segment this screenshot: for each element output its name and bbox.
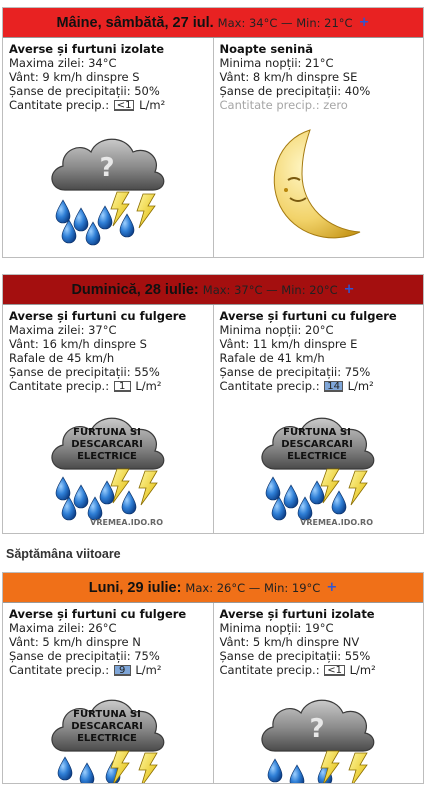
- thunderstorm-icon: [3, 401, 213, 529]
- svg-text:ELECTRICE: ELECTRICE: [76, 733, 137, 744]
- svg-text:ELECTRICE: ELECTRICE: [287, 451, 348, 462]
- day-card: [2, 274, 424, 534]
- period-temp: Maxima zilei: 37°C: [9, 323, 117, 337]
- period-chance: Șanse de precipitații: 55%: [219, 649, 371, 663]
- period-chance: Șanse de precipitații: 75%: [9, 649, 160, 663]
- period-title: Averse și furtuni cu fulgere: [9, 309, 187, 323]
- period-temp: Maxima zilei: 26°C: [9, 621, 117, 635]
- period-quantity: Cantitate precip.: zero: [219, 98, 348, 112]
- day-header[interactable]: [3, 8, 423, 38]
- quantity-box: <1: [114, 100, 135, 111]
- storm-question-icon: [3, 120, 213, 250]
- crescent-moon-icon: [214, 122, 424, 252]
- quantity-box: 14: [324, 381, 343, 392]
- period-title: Averse și furtuni izolate: [219, 607, 375, 621]
- day-minmax: Max: 26°C — Min: 19°C: [185, 580, 321, 595]
- period-chance: Șanse de precipitații: 40%: [219, 84, 371, 98]
- svg-text:DESCARCARI: DESCARCARI: [281, 439, 354, 450]
- night-period: [213, 603, 424, 783]
- quantity-box: <1: [324, 665, 345, 676]
- period-temp: Minima nopții: 21°C: [219, 56, 334, 70]
- day-minmax: Max: 34°C — Min: 21°C: [217, 15, 353, 30]
- period-temp: Maxima zilei: 34°C: [9, 56, 117, 70]
- period-quantity: Cantitate precip.: 9 L/m²: [9, 663, 162, 677]
- period-temp: Minima nopții: 20°C: [219, 323, 334, 337]
- day-title: Mâine, sâmbătă, 27 iul.: [56, 14, 214, 31]
- svg-text:DESCARCARI: DESCARCARI: [70, 721, 143, 732]
- quantity-box: 1: [114, 381, 131, 392]
- day-card: [2, 7, 424, 258]
- svg-text:FURTUNA SI: FURTUNA SI: [72, 427, 141, 438]
- period-wind: Vânt: 16 km/h dinspre S: [9, 337, 147, 351]
- period-gusts: Rafale de 45 km/h: [9, 351, 115, 365]
- day-header[interactable]: [3, 573, 423, 603]
- period-chance: Șanse de precipitații: 75%: [219, 365, 371, 379]
- expand-button[interactable]: +: [343, 282, 355, 297]
- svg-text:?: ?: [99, 153, 115, 183]
- period-gusts: Rafale de 41 km/h: [219, 351, 325, 365]
- svg-text:FURTUNA SI: FURTUNA SI: [72, 709, 141, 720]
- day-minmax: Max: 37°C — Min: 20°C: [202, 282, 338, 297]
- day-period: [3, 603, 213, 783]
- day-header[interactable]: [3, 275, 423, 305]
- svg-text:VREMEA.IDO.RO: VREMEA.IDO.RO: [89, 518, 163, 527]
- night-period: [213, 38, 424, 257]
- svg-text:FURTUNA SI: FURTUNA SI: [283, 427, 352, 438]
- day-title: Luni, 29 iulie:: [88, 579, 182, 596]
- period-wind: Vânt: 8 km/h dinspre SE: [219, 70, 358, 84]
- thunderstorm-icon: [3, 683, 213, 783]
- svg-text:DESCARCARI: DESCARCARI: [70, 439, 143, 450]
- period-title: Averse și furtuni cu fulgere: [219, 309, 397, 323]
- thunderstorm-icon: [214, 401, 424, 529]
- svg-text:ELECTRICE: ELECTRICE: [76, 451, 137, 462]
- period-wind: Vânt: 5 km/h dinspre N: [9, 635, 141, 649]
- storm-question-icon: [214, 683, 424, 783]
- period-wind: Vânt: 5 km/h dinspre NV: [219, 635, 360, 649]
- quantity-box: 9: [114, 665, 131, 676]
- period-title: Averse și furtuni cu fulgere: [9, 607, 187, 621]
- svg-text:VREMEA.IDO.RO: VREMEA.IDO.RO: [300, 518, 374, 527]
- period-chance: Șanse de precipitații: 50%: [9, 84, 160, 98]
- night-period: [213, 305, 424, 533]
- expand-button[interactable]: +: [326, 580, 338, 595]
- day-period: [3, 38, 213, 257]
- period-temp: Minima nopții: 19°C: [219, 621, 334, 635]
- expand-button[interactable]: +: [358, 15, 370, 30]
- section-title: Săptămâna viitoare: [6, 547, 121, 561]
- period-wind: Vânt: 9 km/h dinspre S: [9, 70, 140, 84]
- svg-text:?: ?: [309, 714, 325, 744]
- period-wind: Vânt: 11 km/h dinspre E: [219, 337, 358, 351]
- day-period: [3, 305, 213, 533]
- period-quantity: Cantitate precip.: <1 L/m²: [9, 98, 166, 112]
- period-title: Averse și furtuni izolate: [9, 42, 165, 56]
- day-title: Duminică, 28 iulie:: [71, 281, 199, 298]
- period-quantity: Cantitate precip.: 1 L/m²: [9, 379, 162, 393]
- period-quantity: Cantitate precip.: <1 L/m²: [219, 663, 376, 677]
- period-quantity: Cantitate precip.: 14 L/m²: [219, 379, 374, 393]
- period-chance: Șanse de precipitații: 55%: [9, 365, 160, 379]
- day-card: [2, 572, 424, 784]
- period-title: Noapte senină: [219, 42, 314, 56]
